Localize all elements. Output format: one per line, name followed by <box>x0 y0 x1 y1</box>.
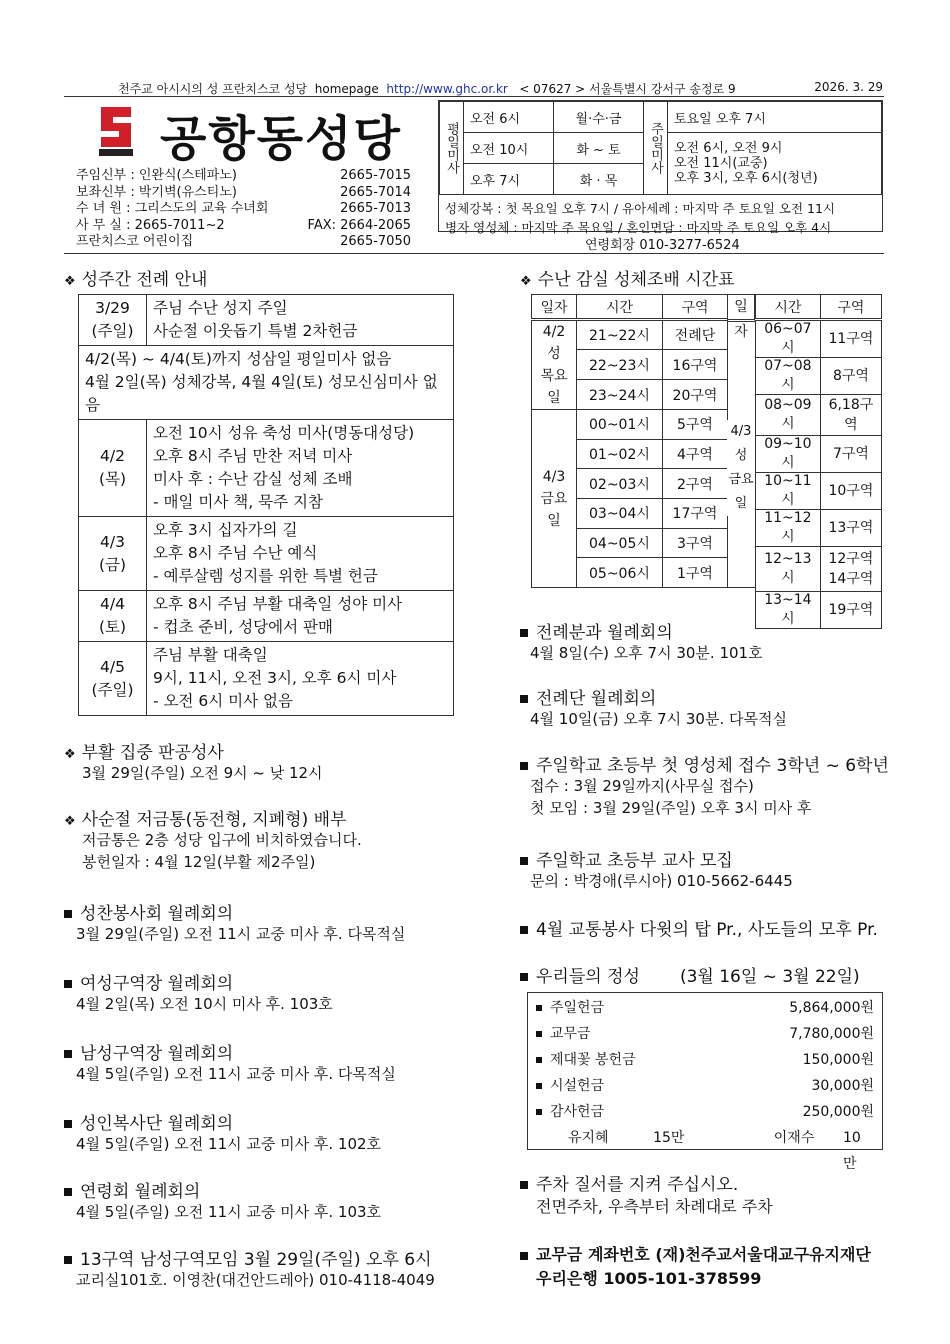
adoration-row: 22~23시 16구역 <box>532 350 728 380</box>
adoration-row: 23~24시 20구역 <box>532 380 728 410</box>
adoration-row: 12~13시 12구역 14구역 <box>756 547 882 592</box>
liturgy-row: 4/3 (금) 오후 3시 십자가의 길 오후 8시 주님 수난 예식 - 예루살렘 성지를 위한 특별 헌금 <box>79 517 454 591</box>
adoration-row: 10~11시 10구역 <box>756 473 882 510</box>
notice-heading: 4월 교통봉사 다윗의 탑 Pr., 사도들의 모후 Pr. <box>520 915 878 940</box>
adoration-row: 4/2 성 목요일 21~22시 전례단 <box>532 320 728 350</box>
sunday-mass-label: 주일미사 <box>644 102 668 195</box>
adoration-heading: ❖ 수난 감실 성체조배 시간표 <box>520 270 735 290</box>
notice-body: 저금통은 2층 성당 입구에 비치하였습니다. 봉헌일자 : 4월 12일(부활 제2주일) <box>82 831 362 871</box>
notice-body: 접수 : 3월 29일까지(사무실 접수) 첫 모임 : 3월 29일(주일) 오후 3시 미사 후 <box>530 777 812 817</box>
offering-extra: 유지혜 15만 이재수 10만 <box>568 1130 861 1172</box>
offering-row: 교무금 7,780,000원 <box>536 1021 874 1047</box>
adoration-row: 05~06시 1구역 <box>532 558 728 588</box>
notice-heading: 주일학교 초등부 교사 모집 <box>520 846 733 871</box>
adoration-row: 03~04시 17구역 <box>532 499 728 529</box>
notice-heading: 성인복사단 월례회의 <box>64 1109 233 1134</box>
mass-note: 성체강복 : 첫 목요일 오후 7시 / 유아세례 : 마지막 주 토요일 오전 11시 <box>445 201 836 216</box>
address: < 07627 > 서울특별시 강서구 송정로 9 <box>519 82 736 96</box>
staff-row: 사 무 실 : 2665-7011~2 FAX: 2664-2065 <box>76 217 411 233</box>
notice-body: 3월 29일(주일) 오전 11시 교중 미사 후. 다목적실 <box>76 925 406 943</box>
offering-row: 주일헌금 5,864,000원 <box>536 995 874 1021</box>
notice-body: 4월 5일(주일) 오전 11시 교중 미사 후. 103호 <box>76 1203 382 1221</box>
adoration-row: 06~07시 11구역 <box>756 320 882 358</box>
page-title: 공항동성당 <box>160 111 402 167</box>
notice-heading: ❖ 사순절 저금통(동전형, 지폐형) 배부 <box>64 810 347 830</box>
homepage-label: homepage <box>314 82 379 96</box>
staff-row: 수 녀 원 : 그리스도의 교육 수녀회 2665-7013 <box>76 201 411 216</box>
offering-row: 시설헌금 30,000원 <box>536 1073 874 1099</box>
divider <box>64 96 884 97</box>
liturgy-heading: ❖ 성주간 전례 안내 <box>64 270 208 290</box>
account-heading: 교무금 계좌번호 (재)천주교서울대교구유지재단 <box>520 1242 871 1265</box>
staff-list <box>76 168 411 251</box>
notice-body: 교리실101호. 이영찬(대건안드레아) 010-4118-4049 <box>76 1271 435 1289</box>
mass-schedule: 평일미사 오전 6시 월·수·금 주일미사 토요일 오후 7시 오전 10시 화 ~ 토 오전 6시, 오전 9시 오전 11시(교중) 오후 3시, 오후 6시(청년) 오후 7시 화 · 목 성체강복 : 첫 목요일 오후 7시 / 유아세례 : 마지막 주 토요일 오전 11시 병자 영성체 : 마지막 주 목요일 / 혼인면담 : 마지막 주 토요일 오후 4시 <box>438 100 883 232</box>
liturgy-row: 4/2(목) ~ 4/4(토)까지 성삼일 평일미사 없음 4월 2일(목) 성체강복, 4월 4일(토) 성모신심미사 없음 <box>79 346 454 420</box>
notice-heading: ❖ 부활 집중 판공성사 <box>64 743 224 763</box>
weekday-mass-label: 평일미사 <box>440 102 464 195</box>
offering-heading: 우리들의 정성 (3월 16일 ~ 3월 22일) <box>520 962 860 987</box>
notice-heading: 전례단 월례회의 <box>520 684 656 709</box>
liturgy-row: 4/5 (주일) 주님 부활 대축일 9시, 11시, 오전 3시, 오후 6시 미사 - 오전 6시 미사 없음 <box>79 642 454 716</box>
staff-row: 프란치스코 어린이집 2665-7050 <box>76 234 411 249</box>
notice-heading: 13구역 남성구역모임 3월 29일(주일) 오후 6시 <box>64 1245 432 1270</box>
top-bar <box>118 80 883 97</box>
offering-box <box>527 992 883 1172</box>
liturgy-row: 4/4 (토) 오후 8시 주님 부활 대축일 성야 미사 - 컵초 준비, 성당에서 판매 <box>79 591 454 642</box>
notice-heading: 성찬봉사회 월례회의 <box>64 899 233 924</box>
divider <box>64 253 884 254</box>
adoration-row: 11~12시 13구역 <box>756 510 882 547</box>
adoration-table-right: 시간 구역 06~07시 11구역 07~08시 8구역 08~09시 6,18구역 09~10시 7구역 10~11시 10구역 11~12시 13구역 12~13시 12구역 14구역 13~14시 19구역 <box>755 294 882 629</box>
account-body: 우리은행 1005-101-378599 <box>536 1269 762 1288</box>
funeral-president: 연령회장 010-3277-6524 <box>585 238 740 253</box>
notice-body: 4월 8일(수) 오후 7시 30분. 101호 <box>530 644 763 662</box>
notice-body: 3월 29일(주일) 오전 9시 ~ 낮 12시 <box>82 764 323 782</box>
parking-heading: 주차 질서를 지켜 주십시오. <box>520 1170 738 1195</box>
mass-note: 병자 영성체 : 마지막 주 목요일 / 혼인면담 : 마지막 주 토요일 오후 4시 <box>445 220 832 235</box>
notice-heading: 전례분과 월례회의 <box>520 618 673 643</box>
adoration-right-day: 4/3 성 금요일 <box>727 420 755 516</box>
staff-row: 주임신부 : 인완식(스테파노) 2665-7015 <box>76 168 411 183</box>
notice-heading: 여성구역장 월례회의 <box>64 969 233 994</box>
notice-body: 4월 2일(목) 오전 10시 미사 후. 103호 <box>76 995 333 1013</box>
offering-row: 제대꽃 봉헌금 150,000원 <box>536 1047 874 1073</box>
adoration-row: 02~03시 2구역 <box>532 469 728 499</box>
liturgy-row: 4/2 (목) 오전 10시 성유 축성 미사(명동대성당) 오후 8시 주님 만찬 저녁 미사 미사 후 : 수난 감실 성체 조배 - 매일 미사 책, 묵주 지참 <box>79 420 454 517</box>
notice-heading: 연령회 월례회의 <box>64 1177 200 1202</box>
notice-body: 4월 5일(주일) 오전 11시 교중 미사 후. 다목적실 <box>76 1065 396 1083</box>
homepage-link[interactable]: http://www.ghc.or.kr <box>386 82 508 96</box>
adoration-row: 07~08시 8구역 <box>756 358 882 395</box>
parish-logo <box>95 105 137 157</box>
notice-body: 문의 : 박경애(루시아) 010-5662-6445 <box>530 872 793 890</box>
liturgy-table <box>78 294 454 716</box>
notice-body: 4월 5일(주일) 오전 11시 교중 미사 후. 102호 <box>76 1135 382 1153</box>
adoration-row: 01~02시 4구역 <box>532 439 728 469</box>
adoration-row: 08~09시 6,18구역 <box>756 395 882 436</box>
tagline: 천주교 아시시의 성 프란치스코 성당 <box>118 82 308 96</box>
adoration-row: 13~14시 19구역 <box>756 591 882 628</box>
parking-body: 전면주차, 우측부터 차례대로 주차 <box>536 1197 773 1216</box>
liturgy-row: 3/29 (주일) 주님 수난 성지 주일 사순절 이웃돕기 특별 2차헌금 <box>79 295 454 346</box>
notice-heading: 남성구역장 월례회의 <box>64 1039 233 1064</box>
adoration-row: 09~10시 7구역 <box>756 436 882 473</box>
adoration-row: 4/3 금요일 00~01시 5구역 <box>532 410 728 440</box>
adoration-row: 04~05시 3구역 <box>532 528 728 558</box>
staff-row: 보좌신부 : 박기벽(유스티노) 2665-7014 <box>76 184 411 200</box>
notice-body: 4월 10일(금) 오후 7시 30분. 다목적실 <box>530 710 787 728</box>
offering-row: 감사헌금 250,000원 <box>536 1099 874 1125</box>
notice-heading: 주일학교 초등부 첫 영성체 접수 3학년 ~ 6학년 <box>520 751 889 776</box>
adoration-table-left: 일자 시간 구역 4/2 성 목요일 21~22시 전례단 22~23시 16구역 23~24시 20구역 4/3 금요일 00~01시 5구역 01~02시 4구역 02~03시 2구역 03~04시 17구역 04~05시 3구역 05~06시 1구역 <box>531 294 728 588</box>
date: 2026. 3. 29 <box>814 80 883 94</box>
